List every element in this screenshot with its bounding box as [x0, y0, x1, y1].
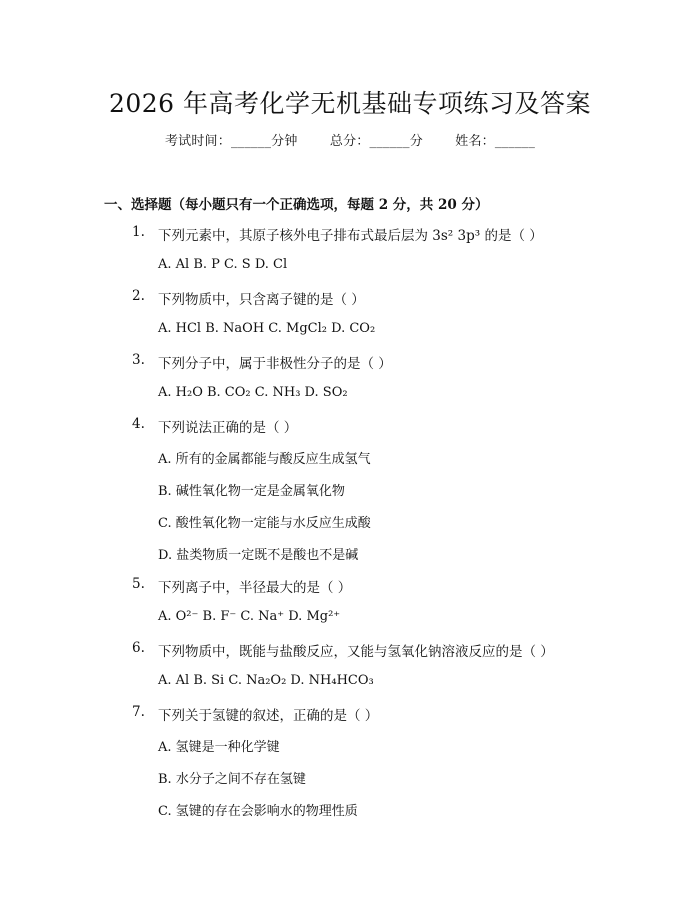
question-text: 下列分子中，属于非极性分子的是（ ）: [158, 356, 392, 372]
question-text: 下列元素中，其原子核外电子排布式最后层为 3s² 3p³ 的是（ ）: [158, 228, 543, 244]
question-4-option-d: D. 盐类物质一定既不是酸也不是碱: [158, 548, 359, 563]
exam-info-line: [0, 130, 700, 149]
question-text: 下列说法正确的是（ ）: [158, 420, 298, 436]
question-4-option-c: C. 酸性氧化物一定能与水反应生成酸: [158, 516, 371, 531]
question-text: 下列离子中，半径最大的是（ ）: [158, 580, 352, 596]
question-7-option-b: B. 水分子之间不存在氢键: [158, 772, 306, 787]
question-3-options: A. H₂O B. CO₂ C. NH₃ D. SO₂: [158, 385, 348, 400]
question-2-options: A. HCl B. NaOH C. MgCl₂ D. CO₂: [158, 321, 376, 336]
section-heading-choice: 一、选择题（每小题只有一个正确选项，每题 2 分，共 20 分）: [104, 197, 489, 213]
question-5-options: A. O²⁻ B. F⁻ C. Na⁺ D. Mg²⁺: [158, 609, 341, 624]
question-text: 下列物质中，只含离子键的是（ ）: [158, 292, 365, 308]
question-text: 下列物质中，既能与盐酸反应，又能与氢氧化钠溶液反应的是（ ）: [158, 644, 554, 660]
question-number: 4.: [132, 416, 145, 432]
question-number: 5.: [132, 576, 145, 592]
page-title: 2026 年高考化学无机基础专项练习及答案: [108, 89, 592, 118]
question-6-options: A. Al B. Si C. Na₂O₂ D. NH₄HCO₃: [158, 673, 374, 688]
total-score-field: 总分：______分: [329, 134, 423, 149]
question-4-option-b: B. 碱性氧化物一定是金属氧化物: [158, 484, 345, 499]
question-7-option-a: A. 氢键是一种化学键: [158, 740, 280, 755]
question-7-option-c: C. 氢键的存在会影响水的物理性质: [158, 804, 358, 819]
question-number: 2.: [132, 288, 145, 304]
question-4-option-a: A. 所有的金属都能与酸反应生成氢气: [158, 452, 371, 467]
question-number: 6.: [132, 640, 145, 656]
exam-time-field: 考试时间：______分钟: [164, 134, 298, 149]
question-number: 1.: [132, 224, 145, 240]
question-number: 7.: [132, 704, 145, 720]
question-text: 下列关于氢键的叙述，正确的是（ ）: [158, 708, 379, 724]
student-name-field: 姓名：______: [455, 134, 536, 149]
question-number: 3.: [132, 352, 145, 368]
question-1-options: A. Al B. P C. S D. Cl: [158, 257, 288, 272]
